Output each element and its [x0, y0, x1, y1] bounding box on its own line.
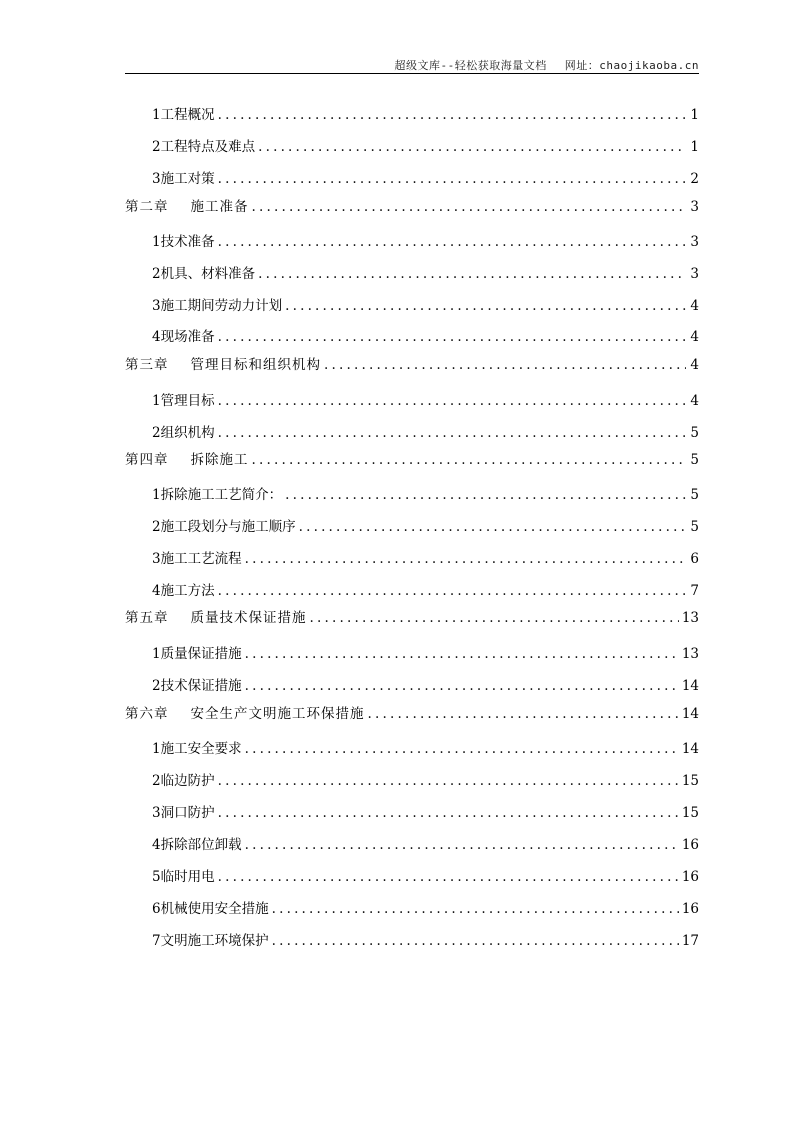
page-number: 16: [681, 837, 699, 853]
dot-leader: [245, 740, 679, 758]
dot-leader: [285, 486, 686, 504]
toc-section-entry[interactable]: [125, 265, 699, 283]
entry-title: 施工方法: [160, 583, 215, 599]
dot-leader: [252, 198, 687, 216]
page-number: 4: [690, 357, 699, 373]
entry-title: 工程概况: [160, 107, 215, 123]
section-number: 1: [152, 487, 161, 503]
section-number: 1: [152, 107, 161, 123]
page-number: 15: [681, 805, 699, 821]
toc-section-entry[interactable]: [125, 868, 699, 886]
page-number: 3: [690, 266, 699, 282]
section-number: 1: [152, 646, 161, 662]
entry-title: 施工准备: [190, 199, 249, 215]
page-number: 1: [690, 139, 699, 155]
dot-leader: [218, 170, 686, 188]
chapter-label: 第六章: [125, 706, 169, 722]
section-number: 1: [152, 741, 161, 757]
toc-section-entry[interactable]: [125, 518, 699, 536]
section-number: 2: [152, 266, 161, 282]
entry-title: 现场准备: [160, 329, 215, 345]
chapter-label: 第三章: [125, 357, 169, 373]
toc-section-entry[interactable]: [125, 772, 699, 790]
header-rule: [125, 73, 699, 74]
entry-title: 施工期间劳动力计划: [160, 298, 283, 314]
section-number: 2: [152, 678, 161, 694]
section-number: 6: [152, 901, 161, 917]
dot-leader: [258, 265, 686, 283]
page-number: 5: [690, 519, 699, 535]
entry-title: 技术准备: [160, 234, 215, 250]
toc-chapter-entry[interactable]: [125, 356, 699, 374]
dot-leader: [310, 609, 679, 627]
page-number: 6: [690, 551, 699, 567]
page-number: 5: [690, 452, 699, 468]
toc-chapter-entry[interactable]: [125, 609, 699, 627]
dot-leader: [218, 582, 686, 600]
entry-title: 管理目标和组织机构: [190, 357, 321, 373]
entry-title: 机械使用安全措施: [160, 901, 269, 917]
entry-title: 机具、材料准备: [160, 266, 256, 282]
dot-leader: [218, 328, 686, 346]
section-number: 2: [152, 519, 161, 535]
entry-title: 工程特点及难点: [160, 139, 256, 155]
section-number: 5: [152, 869, 161, 885]
dot-leader: [252, 451, 687, 469]
page-number: 5: [690, 425, 699, 441]
page-number: 14: [681, 678, 699, 694]
page-number: 4: [690, 393, 699, 409]
page-number: 1: [690, 107, 699, 123]
page-number: 13: [681, 610, 699, 626]
entry-title: 质量保证措施: [160, 646, 242, 662]
toc-section-entry[interactable]: [125, 740, 699, 758]
page-number: 16: [681, 901, 699, 917]
toc-section-entry[interactable]: [125, 424, 699, 442]
dot-leader: [245, 645, 679, 663]
section-number: 4: [152, 837, 161, 853]
dot-leader: [245, 677, 679, 695]
toc-chapter-entry[interactable]: [125, 705, 699, 723]
entry-title: 安全生产文明施工环保措施: [190, 706, 365, 722]
entry-title: 管理目标: [160, 393, 215, 409]
toc-chapter-entry[interactable]: [125, 198, 699, 216]
entry-title: 洞口防护: [160, 805, 215, 821]
chapter-label: 第四章: [125, 452, 169, 468]
dot-leader: [299, 518, 686, 536]
toc-section-entry[interactable]: [125, 932, 699, 950]
entry-title: 组织机构: [160, 425, 215, 441]
page-number: 15: [681, 773, 699, 789]
toc-section-entry[interactable]: [125, 233, 699, 251]
dot-leader: [272, 900, 679, 918]
section-number: 4: [152, 329, 161, 345]
toc-section-entry[interactable]: [125, 392, 699, 410]
entry-title: 文明施工环境保护: [160, 933, 269, 949]
toc-section-entry[interactable]: [125, 677, 699, 695]
page-number: 4: [690, 329, 699, 345]
section-number: 2: [152, 773, 161, 789]
chapter-label: 第二章: [125, 199, 169, 215]
page-number: 2: [690, 171, 699, 187]
dot-leader: [218, 804, 679, 822]
dot-leader: [218, 772, 679, 790]
entry-title: 拆除施工: [190, 452, 249, 468]
entry-title: 施工段划分与施工顺序: [160, 519, 296, 535]
dot-leader: [368, 705, 679, 723]
dot-leader: [218, 233, 686, 251]
page-number: 14: [681, 706, 699, 722]
entry-title: 施工安全要求: [160, 741, 242, 757]
section-number: 4: [152, 583, 161, 599]
toc-section-entry[interactable]: [125, 645, 699, 663]
toc-section-entry[interactable]: [125, 106, 699, 124]
entry-title: 拆除施工工艺简介：: [160, 487, 283, 503]
page-header: [125, 57, 699, 73]
dot-leader: [285, 297, 686, 315]
page-number: 17: [681, 933, 699, 949]
section-number: 3: [152, 171, 161, 187]
entry-title: 施工工艺流程: [160, 551, 242, 567]
toc-section-entry[interactable]: [125, 900, 699, 918]
header-library-text: 超级文库--轻松获取海量文档: [394, 59, 547, 72]
page-number: 7: [690, 583, 699, 599]
dot-leader: [324, 356, 686, 374]
entry-title: 技术保证措施: [160, 678, 242, 694]
entry-title: 拆除部位卸载: [160, 837, 242, 853]
toc-section-entry[interactable]: [125, 804, 699, 822]
entry-title: 质量技术保证措施: [190, 610, 307, 626]
section-number: 7: [152, 933, 161, 949]
entry-title: 施工对策: [160, 171, 215, 187]
dot-leader: [258, 138, 686, 156]
toc-section-entry[interactable]: [125, 170, 699, 188]
page-number: 3: [690, 234, 699, 250]
section-number: 3: [152, 298, 161, 314]
section-number: 1: [152, 393, 161, 409]
dot-leader: [218, 868, 679, 886]
page-number: 13: [681, 646, 699, 662]
toc-section-entry[interactable]: [125, 328, 699, 346]
entry-title: 临边防护: [160, 773, 215, 789]
toc-section-entry[interactable]: [125, 550, 699, 568]
toc-chapter-entry[interactable]: [125, 451, 699, 469]
dot-leader: [245, 836, 679, 854]
toc-section-entry[interactable]: [125, 138, 699, 156]
dot-leader: [218, 392, 686, 410]
toc-section-entry[interactable]: [125, 582, 699, 600]
page-number: 3: [690, 199, 699, 215]
entry-title: 临时用电: [160, 869, 215, 885]
page-number: 16: [681, 869, 699, 885]
page-number: 4: [690, 298, 699, 314]
page-number: 14: [681, 741, 699, 757]
toc-section-entry[interactable]: [125, 486, 699, 504]
dot-leader: [245, 550, 686, 568]
header-site-text: 网址：chaojikaoba.cn: [564, 59, 699, 72]
section-number: 1: [152, 234, 161, 250]
section-number: 3: [152, 551, 161, 567]
page-number: 5: [690, 487, 699, 503]
dot-leader: [218, 424, 686, 442]
toc-section-entry[interactable]: [125, 297, 699, 315]
toc-section-entry[interactable]: [125, 836, 699, 854]
section-number: 3: [152, 805, 161, 821]
chapter-label: 第五章: [125, 610, 169, 626]
section-number: 2: [152, 139, 161, 155]
dot-leader: [272, 932, 679, 950]
dot-leader: [218, 106, 686, 124]
section-number: 2: [152, 425, 161, 441]
